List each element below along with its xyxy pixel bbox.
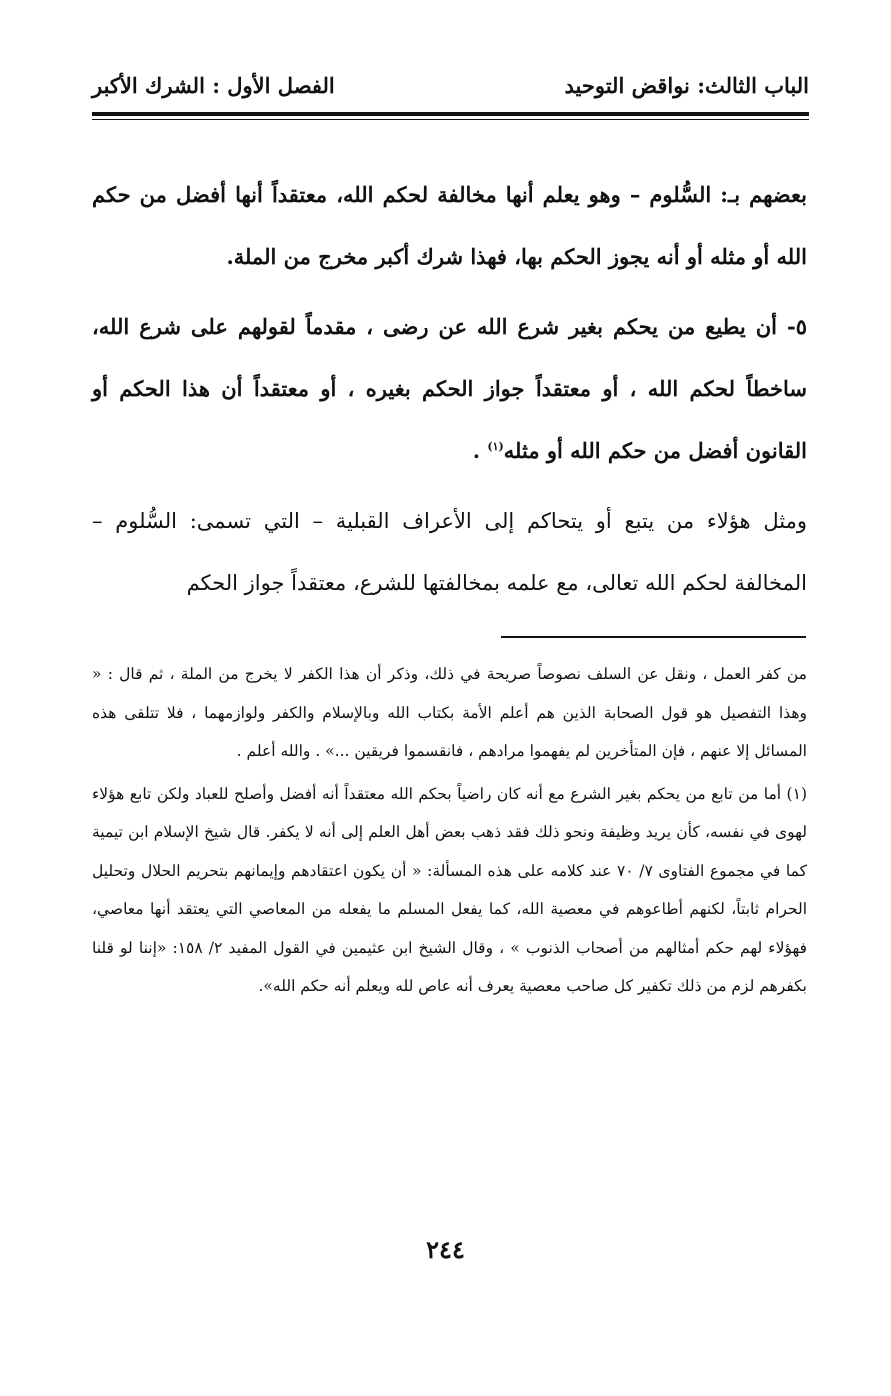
paragraph-2-end: . — [472, 438, 488, 463]
chapter-title: الباب الثالث: نواقض التوحيد — [564, 72, 809, 98]
paragraph-1: بعضهم بـ: السُّلوم – وهو يعلم أنها مخالفة لحكم الله، معتقداً أنها أفضل من حكم الله أو مثله أو أنه يجوز الحكم بها، فهذا شرك أكبر مخرج من الملة. — [92, 182, 807, 269]
paragraph-2-text: ٥- أن يطيع من يحكم بغير شرع الله عن رضى ، مقدماً لقولهم على شرع الله، ساخطاً لحكم الله ، أو معتقداً جواز الحكم بغيره ، أو معتقداً أن هذا الحكم أو القانون أفضل من حكم الله أو مثله — [92, 314, 807, 463]
footnote-continued: من كفر العمل ، ونقل عن السلف نصوصاً صريحة في ذلك، وذكر أن هذا الكفر لا يخرج من الملة ، ثم قال : « وهذا التفصيل هو قول الصحابة الذين هم أعلم الأمة بكتاب الله وبالإسلام والكفر ولوازمهما ، فلا تتلقى هذه المسائل إلا عنهم ، فإن المتأخرين لم يفهموا مرادهم ، فانقسموا فريقين ...» . والله أعلم . — [92, 665, 807, 760]
footnote-1: (١) أما من تابع من يحكم بغير الشرع مع أنه كان راضياً بحكم الله معتقداً أنه أفضل وأصلح للعباد ولكن تابع هؤلاء لهوى في نفسه، كأن يريد وظيفة ونحو ذلك فقد ذهب بعض أهل العلم إلى أنه لا يكفر. قال شيخ الإسلام ابن تيمية كما في مجموع الفتاوى ٧/ ٧٠ عند كلامه على هذه المسألة: « أن يكون اعتقادهم وإيمانهم بتحريم الحلال وتحليل الحرام ثابتاً، لكنهم أطاعوهم في معصية الله، كما يفعل المسلم ما يفعله من المعاصي التي يعتقد أنها معاصي، فهؤلاء لهم حكم أمثالهم من أصحاب الذنوب » ، وقال الشيخ ابن عثيمين في القول المفيد ٢/ ١٥٨: «إننا لو قلنا بكفرهم لزم من ذلك تكفير كل صاحب معصية يعرف أنه عاص لله ويعلم أنه حكم الله». — [92, 784, 807, 995]
header-rule-thick — [92, 112, 809, 116]
paragraph-2 — [92, 296, 807, 482]
page-number: ٢٤٤ — [426, 1235, 465, 1264]
footnote-mark: (١) — [487, 440, 504, 453]
paragraph-3: ومثل هؤلاء من يتبع أو يتحاكم إلى الأعراف القبلية – التي تسمى: السُّلوم – المخالفة لحكم الله تعالى، مع علمه بمخالفتها للشرع، معتقداً جواز الحكم — [92, 509, 807, 595]
footnote-separator — [501, 636, 806, 638]
running-header — [92, 62, 809, 108]
main-text — [92, 164, 807, 622]
section-title: الفصل الأول : الشرك الأكبر — [92, 72, 335, 98]
header-rule-thin — [92, 119, 809, 120]
footnotes — [92, 655, 807, 1010]
